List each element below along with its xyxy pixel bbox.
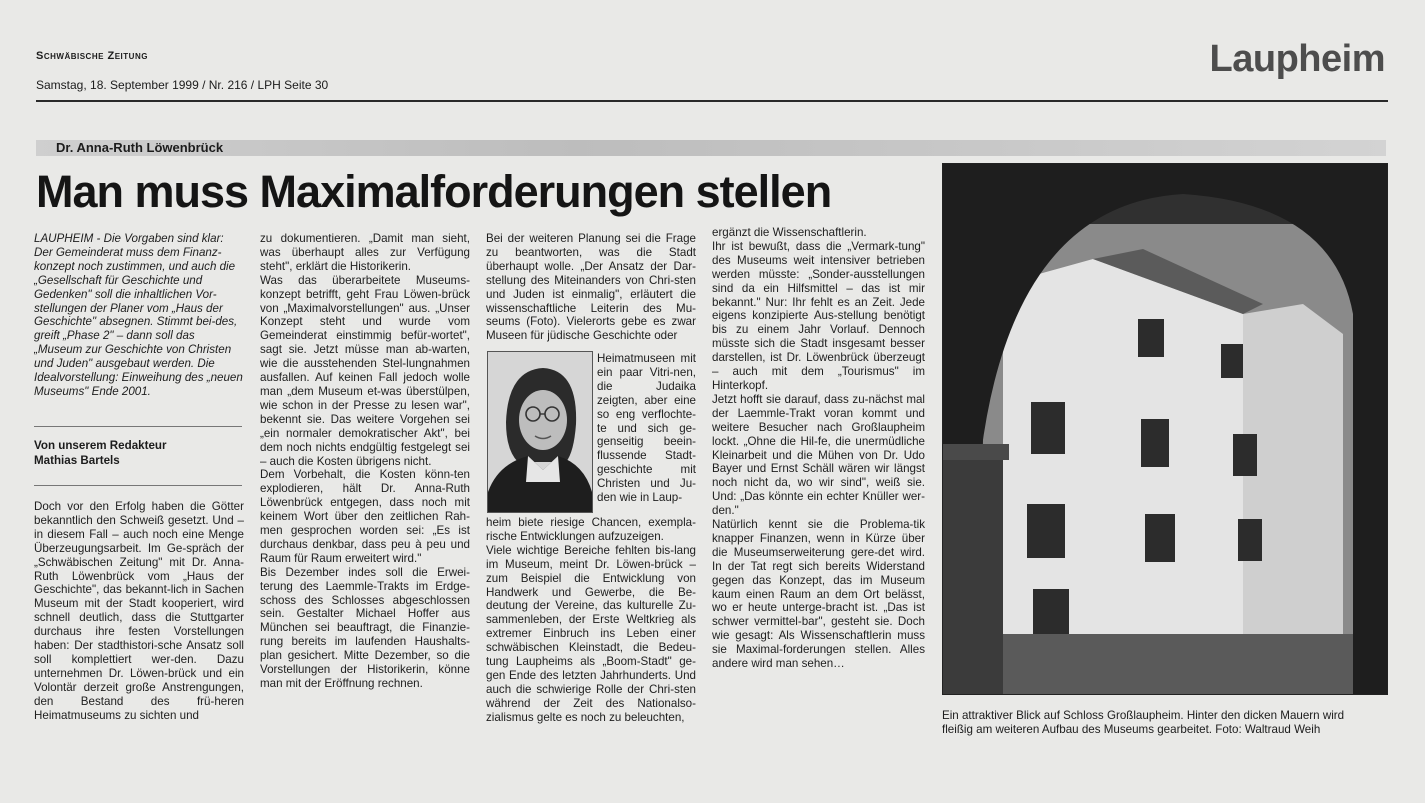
article-column-4: ergänzt die Wissenschaftlerin. Ihr ist bewußt, dass die „Vermark-tung" des Museums weit intensiver betrieben werden müsste: „Sonder-ausstellungen sind da ein Hilfsmittel – das ist mir bekannt." Nur: Ihr fehlt es an Zeit. Jede eigens konzipierte Aus-stellung benötigt bis zu einem Jahr Vorlauf. Dennoch müsste sich die Stadt insgesamt besser darstellen, ist Dr. Löwenbrück überzeugt – auch mit dem „Tourismus" im Hinterkopf. Jetzt hofft sie darauf, dass zu-nächst mal der Laemmle-Trakt voran kommt und weitere Besucher nach Großlaupheim lockt. „Ohne die Hil-fe, die unermüdliche Kleinarbeit und die Mühen von Dr. Udo Bayer und Ernst Schäll wären wir längst noch nicht da, wo wir sind", weiß sie. Und: „Das könnte ein echter Knüller wer-den." Natürlich kennt sie die Problema-tik knapper Finanzen, wenn in Kürze über die Museumserweiterung gere-det wird. In der Tat regt sich bereits Widerstand gegen das Konzept, das im Museum kaum einen Raum an dem Ort belässt, wo er heute unterge-bracht ist. „Das ist schwer vermittel-bar", gesteht sie. Doch wie gesagt: Als Wissenschaftlerin muss sie Maximal-forderungen stellen. Alles andere wird man sehen… (712, 226, 925, 671)
author-tag-bar (36, 140, 1386, 156)
article-column-3-side: Heimatmuseen mit ein paar Vitri-nen, die Judaika zeigten, aber eine so eng verflochte-te und sich ge-genseitig beein-flussende Stadt-geschichte mit Christen und Ju-den wie in Laup- (597, 352, 696, 505)
castle-courtyard-icon (943, 164, 1387, 694)
article-teaser: LAUPHEIM - Die Vorgaben sind klar: Der Gemeinderat muss dem Finanz-konzept noch zustimmen, und auch die „Gesellschaft für Geschichte und Gedenken" soll die inhaltlichen Vor-stellungen der Planer vom „Haus der Geschichte" absegnen. Stimmt bei-des, greift „Phase 2" – dann soll das „Museum zur Geschichte von Christen und Juden" ausgebaut werden. Die Idealvorstellung: Einweihung des „neuen Museums" Ende 2001. (34, 232, 243, 398)
article-byline: Von unserem Redakteur Mathias Bartels (34, 439, 167, 467)
issue-dateline: Samstag, 18. September 1999 / Nr. 216 / LPH Seite 30 (36, 78, 329, 92)
newspaper-masthead: Schwäbische Zeitung (36, 50, 148, 62)
article-column-1: Doch vor den Erfolg haben die Götter bekanntlich den Schweiß gesetzt. Und – in diesem Fall – auch noch eine Menge Überzeugungsarbeit. Im Ge-spräch der „Schwäbischen Zeitung" mit Dr. Anna-Ruth Löwenbrück vom „Haus der Geschichte", das bekannt-lich in Sachen Museum mit der Stadt kooperiert, wird schnell deutlich, dass die Stuttgarter durchaus ihre festen Vorstellungen haben: Der stadthistori-sche Ansatz soll soll komplettiert wer-den. Dazu unternehmen Dr. Löwen-brück und ein Volontär derzeit große Anstrengungen, den Bestand des frü-heren Heimatmuseums zu sichten und (34, 500, 244, 722)
local-section-title: Laupheim (1209, 38, 1385, 80)
teaser-separator (34, 426, 242, 427)
article-column-3-bottom: heim biete riesige Chancen, exempla-rische Entwicklungen aufzuzeigen. Viele wichtige Bereiche fehlten bis-lang im Museum, meint Dr. Löwen-brück – zum Beispiel die Entwicklung von Handwerk und Gewerbe, die Be-deutung der Vereine, das kulturelle Zu-sammenleben, der Erste Weltkrieg als extremer Einbruch ins Leben einer schwäbischen Kleinstadt, die Bedeu-tung Laupheims als „Boom-Stadt" ge-gen Ende des letzten Jahrhunderts. Und auch die schwierige Rolle der Chri-sten während der Zeit des Nationalso-zialismus gelte es noch zu beleuchten, (486, 516, 696, 724)
header-rule (36, 100, 1388, 102)
author-tag: Dr. Anna-Ruth Löwenbrück (56, 140, 224, 155)
woman-portrait-icon (488, 352, 592, 512)
article-column-3-top: Bei der weiteren Planung sei die Frage zu beantworten, was die Stadt überhaupt wolle. „Der Ansatz der Dar-stellung des Miteinanders von Chri-sten und Juden ist einmalig", erläutert die wissenschaftliche Leiterin des Mu-seums (Foto). Vielerorts gebe es zwar Museen für jüdische Geschichte oder (486, 232, 696, 343)
article-headline: Man muss Maximalforderungen stellen (36, 166, 832, 217)
byline-separator (34, 485, 242, 486)
castle-photo (942, 163, 1388, 695)
portrait-photo (487, 351, 593, 513)
photo-caption: Ein attraktiver Blick auf Schloss Großlaupheim. Hinter den dicken Mauern wird fleißig am weiteren Aufbau des Museums gearbeitet. Foto: Waltraud Weih (942, 709, 1345, 736)
article-column-2: zu dokumentieren. „Damit man sieht, was überhaupt alles zur Verfügung steht", erklärt die Historikerin. Was das überarbeitete Museums-konzept betrifft, geht Frau Löwen-brück von „Maximalvorstellungen" aus. „Unser Konzept steht und wurde vom Gemeinderat einstimmig befür-wortet", sagt sie. Jetzt müsse man ab-warten, wie die ausstehenden Stel-lungnahmen ausfallen. Auf keinen Fall jedoch wolle man „dem Museum et-was überstülpen, wie schon in der Presse zu lesen war", bekennt sie. Das weitere Vorgehen sei „ein normaler demokratischer Akt", bei dem noch nichts endgültig festgelegt sei – auch die Kosten übrigens nicht. Dem Vorbehalt, die Kosten könn-ten explodieren, hält Dr. Anna-Ruth Löwenbrück entgegen, dass noch mit keinem Wort über den zeitlichen Rah-men gesprochen worden sei: „Es ist durchaus denkbar, dass peu à peu und Raum für Raum erweitert wird." Bis Dezember indes soll die Erwei-terung des Laemmle-Trakts im Erdge-schoss des Schlosses abgeschlossen sein. Gestalter Michael Hoffer aus München sei beauftragt, die Finanzie-rung bereits im laufenden Haushalts-plan gesichert. Mitte Dezember, so die Vorstellungen der Historikerin, könne man mit der Eröffnung rechnen. (260, 232, 470, 690)
